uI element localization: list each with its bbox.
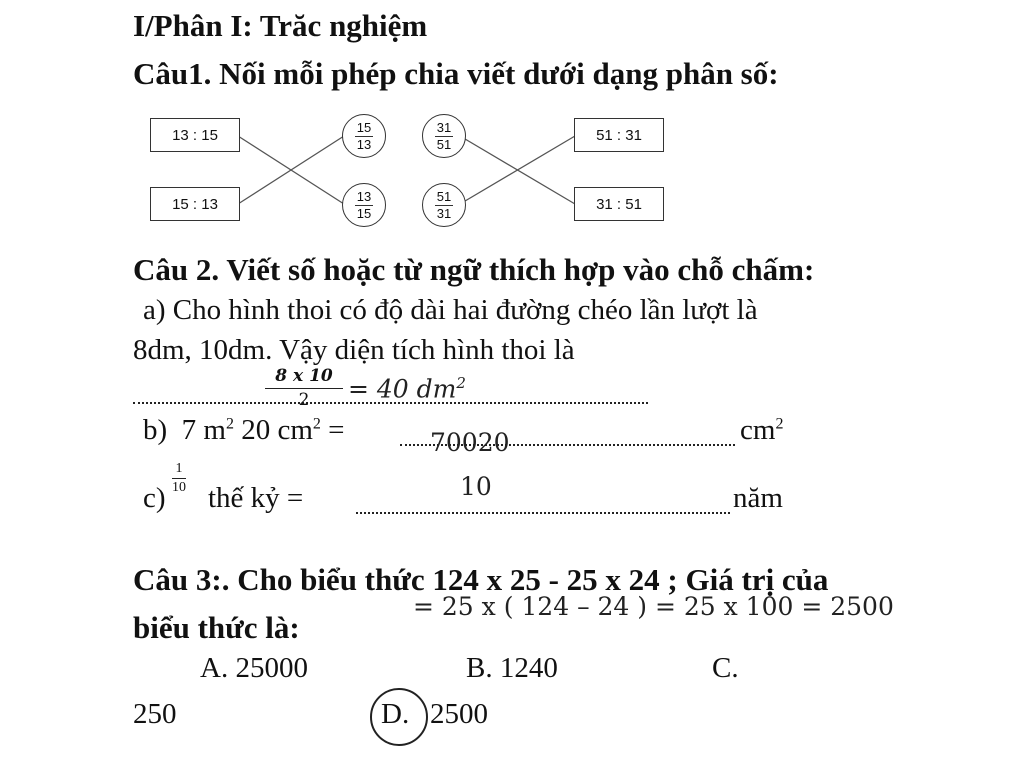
q2b-expression: b) 7 $m^2$ 20 $cm^2$ = (143, 414, 345, 446)
q2c-unit: năm (733, 482, 783, 514)
q2b-handwritten-answer: 70020 (430, 428, 510, 457)
q2c-label: c) (143, 482, 166, 514)
division-box-15-13[interactable]: 15 : 13 (150, 187, 240, 221)
q2c-text: thế kỷ = (208, 482, 304, 514)
q2a-handwritten-fraction (265, 368, 343, 409)
fraction-circle-13-15[interactable] (342, 183, 386, 227)
fraction-circle-51-31[interactable] (422, 183, 466, 227)
question-3-title-line2: biểu thức là: (133, 610, 300, 645)
denominator: 13 (356, 136, 372, 152)
division-box-51-31[interactable]: 51 : 31 (574, 118, 664, 152)
division-box-13-15[interactable]: 13 : 15 (150, 118, 240, 152)
question-2-title: Câu 2. Viết số hoặc từ ngữ thích hợp vào chỗ chấm: (133, 252, 815, 287)
numerator: 51 (436, 188, 452, 204)
q2a-line2: 8dm, 10dm. Vậy diện tích hình thoi là (133, 334, 575, 366)
option-d-value: 2500 (430, 698, 488, 730)
q2c-numerator: 1 (175, 461, 183, 476)
denominator: 51 (436, 136, 452, 152)
numerator: 13 (356, 188, 372, 204)
option-b[interactable]: B. 1240 (466, 652, 558, 684)
q2a-numerator: 8 x 10 (275, 366, 333, 386)
numerator: 31 (436, 119, 452, 135)
q2a-line1: a) Cho hình thoi có độ dài hai đường chéo lần lượt là (143, 294, 758, 326)
section-title: I/Phân I: Trăc nghiệm (133, 8, 428, 43)
option-c[interactable]: C. (712, 652, 739, 684)
q2a-denominator: 2 (298, 390, 310, 410)
option-c-value: 250 (133, 698, 177, 730)
q2c-dotted-line[interactable] (356, 512, 730, 514)
division-box-31-51[interactable]: 31 : 51 (574, 187, 664, 221)
q2c-fraction (172, 462, 186, 495)
question-3-title: Câu 3:. Cho biểu thức 124 x 25 - 25 x 24 ; Giá trị của (133, 562, 829, 597)
q2b-unit: $cm^2$ (740, 414, 784, 446)
denominator: 31 (436, 205, 452, 221)
q2c-handwritten-answer: 10 (460, 472, 492, 501)
question-1-title: Câu1. Nối mỗi phép chia viết dưới dạng phân số: (133, 56, 779, 91)
option-d[interactable]: D. (381, 698, 410, 730)
q2a-handwritten-result: = 40 $dm^2$ (348, 374, 466, 404)
q2c-denominator: 10 (172, 480, 186, 495)
denominator: 15 (356, 205, 372, 221)
numerator: 15 (356, 119, 372, 135)
q3-handwritten-working: = 25 x ( 124 – 24 ) = 25 x 100 = 2500 (413, 592, 894, 621)
fraction-circle-31-51[interactable] (422, 114, 466, 158)
option-a[interactable]: A. 25000 (200, 652, 308, 684)
fraction-circle-15-13[interactable] (342, 114, 386, 158)
